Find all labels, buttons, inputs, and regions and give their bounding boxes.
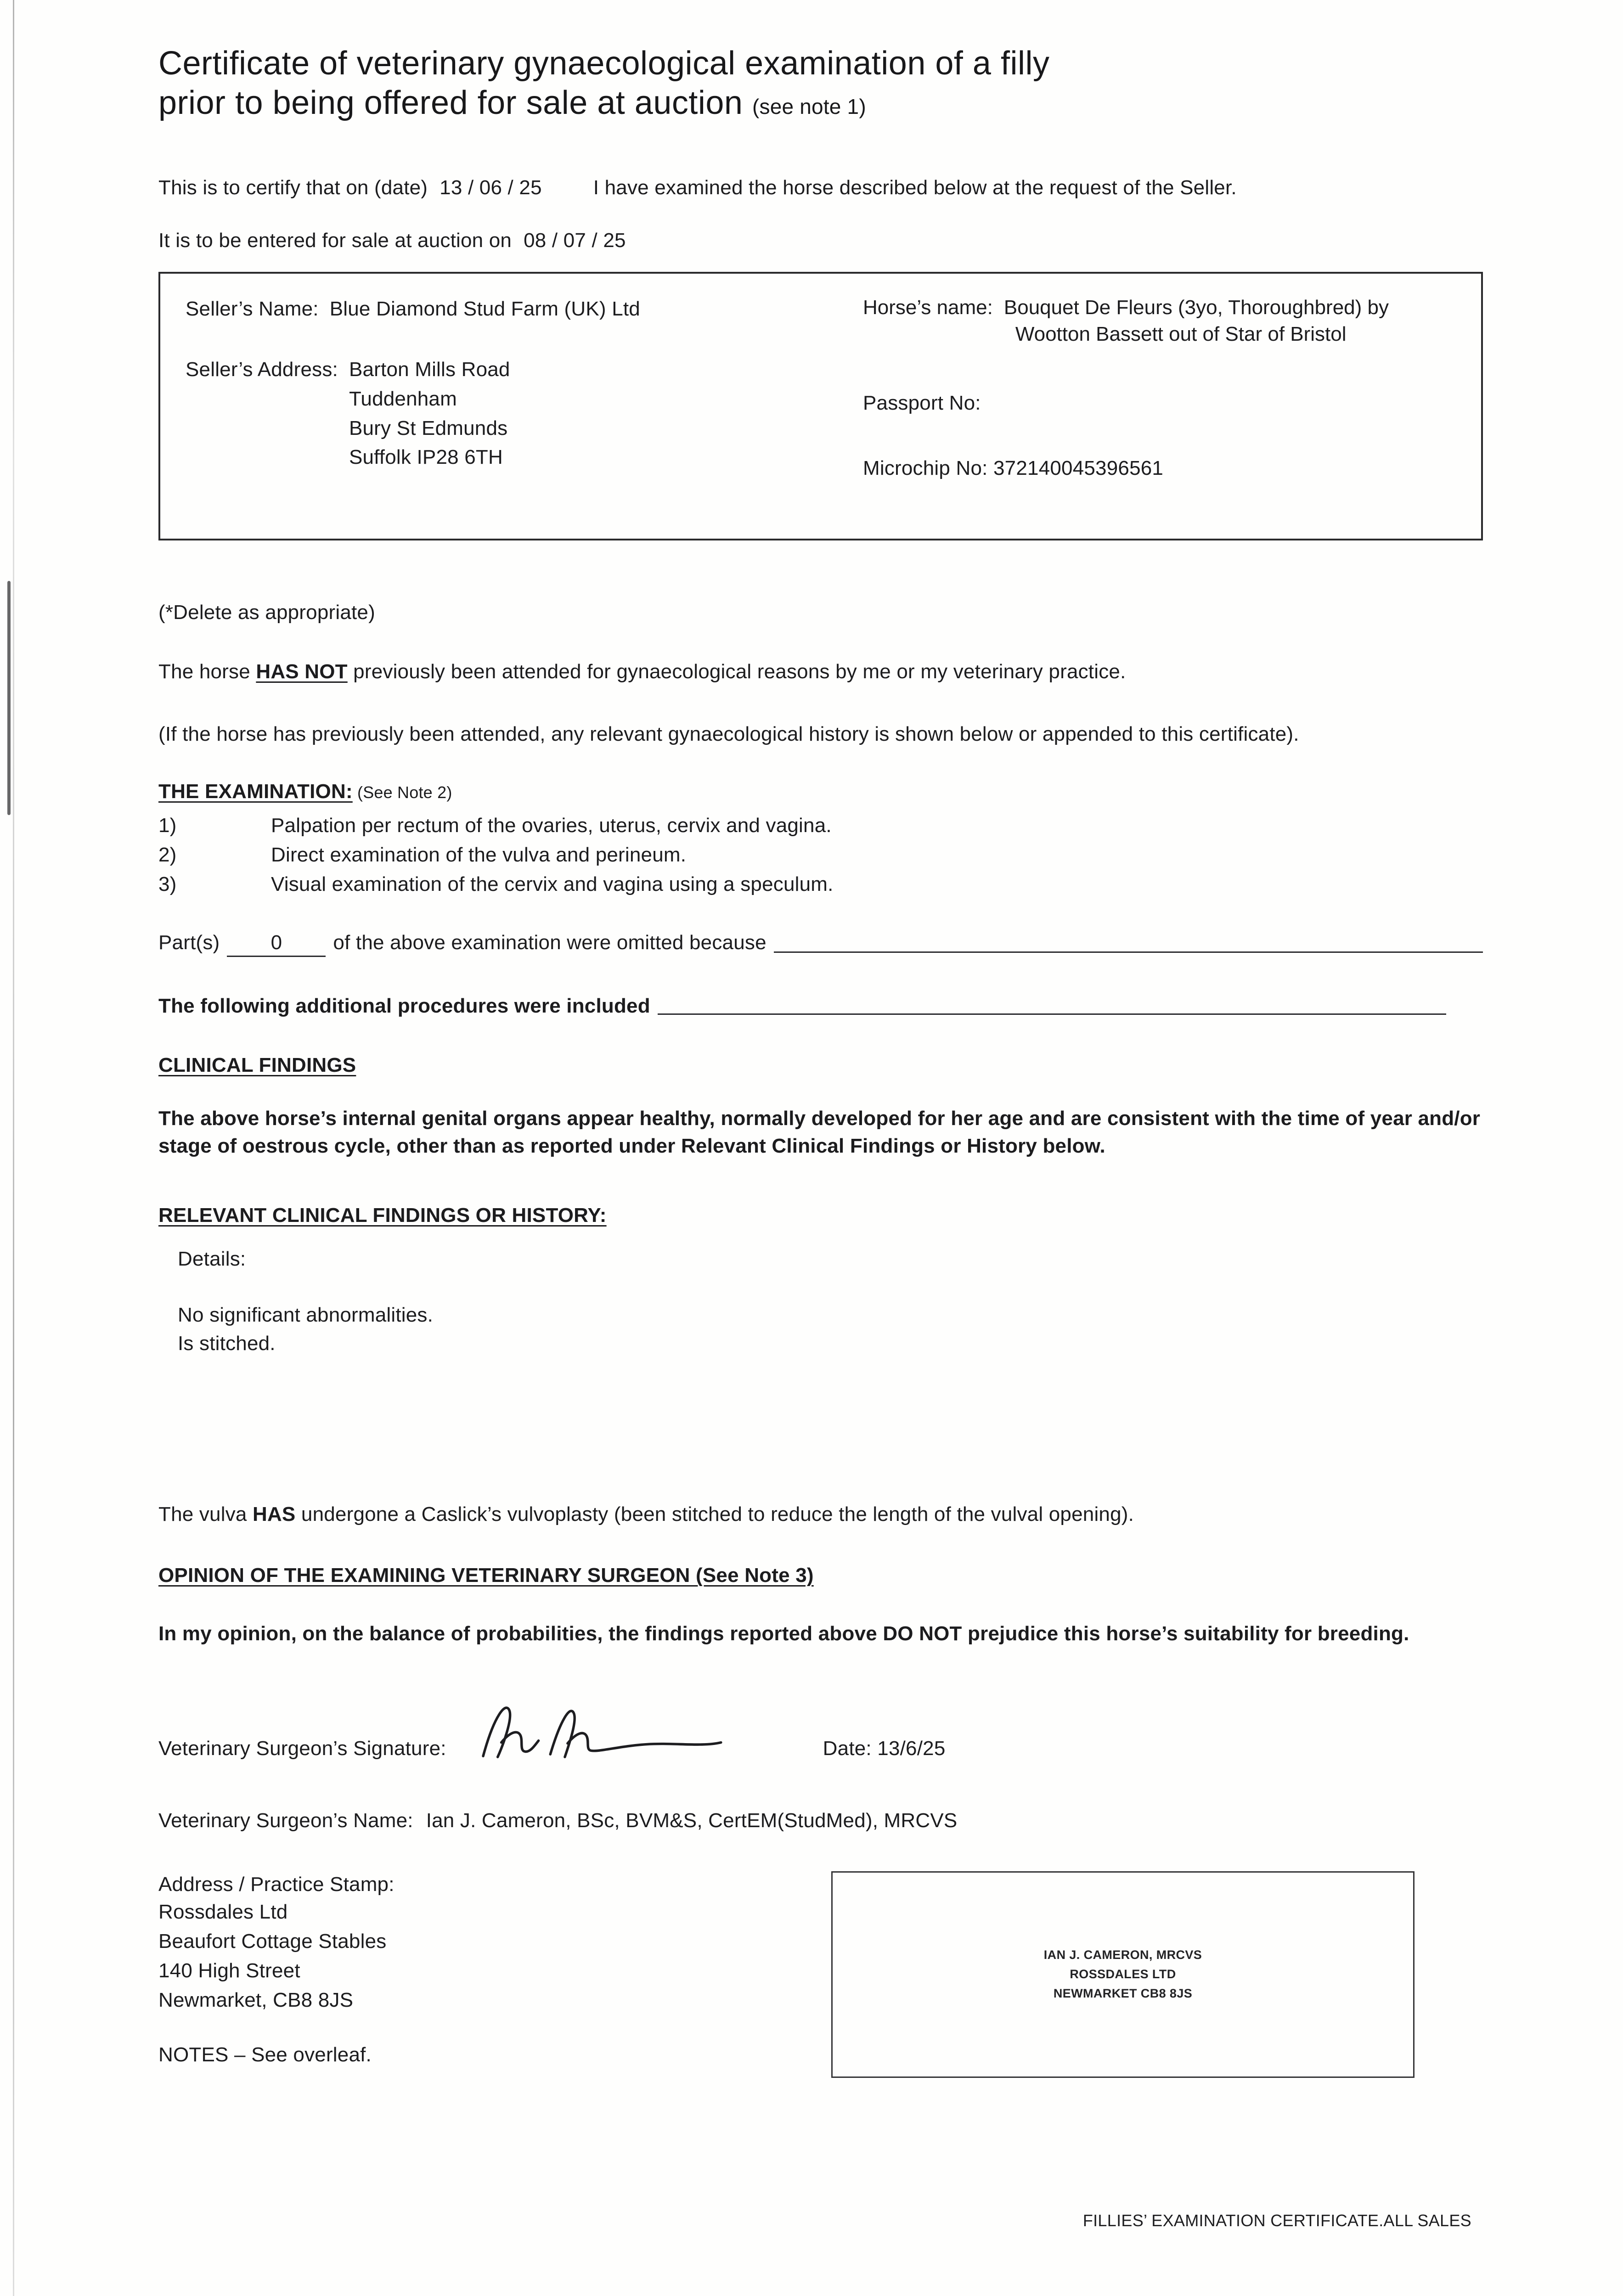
signature-label: Veterinary Surgeon’s Signature:: [158, 1737, 446, 1760]
address-stamp-row: [158, 1871, 1483, 2078]
surgeon-name-value: Ian J. Cameron, BSc, BVM&S, CertEM(StudMed), MRCVS: [426, 1809, 958, 1832]
omitted-reason-blank: [774, 951, 1483, 953]
attended-suffix: previously been attended for gynaecological reasons by me or my veterinary practice.: [347, 660, 1126, 683]
caslick-suffix: undergone a Caslick’s vulvoplasty (been stitched to reduce the length of the vulval opening).: [295, 1503, 1134, 1525]
seller-name-label: Seller’s Name:: [186, 298, 319, 321]
horse-details-column: [863, 294, 1456, 518]
opinion-statement: In my opinion, on the balance of probabilities, the findings reported above DO NOT prejudice this horse’s suitability for breeding.: [158, 1622, 1409, 1645]
omitted-prefix: Part(s): [158, 931, 220, 954]
practice-address-block: [158, 1871, 831, 2078]
practice-address-lines: [158, 1897, 831, 2015]
clinical-findings-heading-text: CLINICAL FINDINGS: [158, 1054, 356, 1077]
examination-heading-note: (See Note 2): [352, 782, 452, 802]
examination-item: [158, 870, 1483, 899]
details-label: Details:: [178, 1248, 246, 1271]
attended-prefix: The horse: [158, 660, 256, 683]
examination-item: [158, 840, 1483, 870]
seller-address-line: Tuddenham: [349, 387, 457, 410]
auction-date-value: 08 / 07 / 25: [524, 229, 626, 252]
surgeon-name-line: [158, 1807, 1483, 1834]
seller-address-row: [186, 355, 863, 472]
certify-suffix: I have examined the horse described below at the request of the Seller.: [593, 176, 1237, 199]
horse-name-label: Horse’s name:: [863, 296, 993, 319]
microchip-row: [863, 455, 1456, 481]
additional-procedures-line: [158, 993, 1483, 1019]
stamp-line: IAN J. CAMERON, MRCVS: [1043, 1948, 1202, 1962]
auction-prefix: It is to be entered for sale at auction on: [158, 229, 512, 252]
caslick-statement: [158, 1501, 1483, 1527]
examination-item-text: Visual examination of the cervix and vagina using a speculum.: [271, 872, 834, 895]
seller-address-line: Bury St Edmunds: [349, 416, 508, 439]
examination-item-text: Direct examination of the vulva and perineum.: [271, 843, 687, 866]
practice-address-label: Address / Practice Stamp:: [158, 1873, 394, 1896]
details-findings: [178, 1301, 1483, 1358]
omitted-parts-value: 0: [270, 931, 282, 954]
horse-name-line1: Bouquet De Fleurs (3yo, Thoroughbred) by: [1003, 296, 1389, 319]
microchip-value: 372140045396561: [993, 456, 1164, 479]
seller-address-line: Suffolk IP28 6TH: [349, 446, 503, 469]
examination-list: [158, 811, 1483, 899]
microchip-label: Microchip No:: [863, 456, 988, 479]
certify-prefix: This is to certify that on (date): [158, 176, 428, 199]
examination-item-text: Palpation per rectum of the ovaries, uterus, cervix and vagina.: [271, 814, 832, 837]
auction-line: [158, 227, 1483, 253]
title-line2: prior to being offered for sale at auction: [158, 84, 743, 122]
signature-row: [158, 1693, 1483, 1761]
date-value: 13/6/25: [877, 1737, 946, 1760]
practice-stamp-box: [831, 1871, 1414, 2078]
seller-horse-details-box: [158, 272, 1483, 540]
surgeon-name-label: Veterinary Surgeon’s Name:: [158, 1809, 413, 1832]
horse-name-line2: Wootton Bassett out of Star of Bristol: [1015, 323, 1347, 346]
title-line1: Certificate of veterinary gynaecological examination of a filly: [158, 45, 1050, 82]
has-not-emphasis: HAS NOT: [256, 660, 348, 683]
certify-line: [158, 174, 1483, 201]
notes-overleaf: NOTES – See overleaf.: [158, 2043, 372, 2066]
document-footer-label: FILLIES’ EXAMINATION CERTIFICATE.ALL SALES: [1082, 2211, 1471, 2230]
examination-item-number: 1): [158, 814, 177, 837]
relevant-findings-heading: [158, 1202, 1483, 1228]
omitted-parts-line: [158, 929, 1483, 957]
passport-row: [863, 390, 1456, 416]
exam-date-value: 13 / 06 / 25: [440, 176, 542, 199]
examination-item-number: 3): [158, 872, 177, 895]
additional-procedures-label: The following additional procedures were included: [158, 995, 650, 1018]
seller-name-row: [186, 294, 863, 324]
date-label: Date:: [823, 1737, 872, 1760]
horse-name-row: [863, 294, 1456, 348]
previous-attendance-statement: [158, 658, 1483, 685]
opinion-heading-text: OPINION OF THE EXAMINING VETERINARY SURGEON (See Note 3): [158, 1564, 814, 1587]
passport-label: Passport No:: [863, 392, 981, 415]
seller-details-column: [186, 294, 863, 518]
examination-item-number: 2): [158, 843, 177, 866]
delete-as-appropriate-note: (*Delete as appropriate): [158, 601, 375, 624]
relevant-findings-heading-text: RELEVANT CLINICAL FINDINGS OR HISTORY:: [158, 1204, 607, 1227]
practice-address-line: Beaufort Cottage Stables: [158, 1930, 387, 1953]
examination-item: [158, 811, 1483, 840]
stamp-line: NEWMARKET CB8 8JS: [1053, 1986, 1193, 2001]
signature-date: [823, 1735, 946, 1761]
practice-address-line: Rossdales Ltd: [158, 1901, 288, 1924]
examination-heading-text: THE EXAMINATION:: [158, 780, 353, 803]
title-note: (see note 1): [752, 95, 866, 119]
caslick-prefix: The vulva: [158, 1503, 253, 1525]
seller-address-line: Barton Mills Road: [349, 358, 510, 381]
clinical-findings-statement: The above horse’s internal genital organs appear healthy, normally developed for her age and are consistent with the time of year and/or stage of oestrous cycle, other than as reported under Relevant Clinical Findings or History below.: [158, 1107, 1481, 1158]
omitted-mid-text: of the above examination were omitted because: [333, 931, 766, 954]
examination-heading: [158, 778, 1483, 805]
previous-history-note: (If the horse has previously been attended, any relevant gynaecological history is shown below or appended to this certificate).: [158, 722, 1299, 745]
clinical-findings-heading: [158, 1052, 1483, 1078]
details-finding-line: Is stitched.: [178, 1332, 276, 1355]
seller-address-label: Seller’s Address:: [186, 358, 338, 381]
practice-address-line: 140 High Street: [158, 1959, 300, 1982]
additional-procedures-blank: [658, 1013, 1446, 1015]
details-finding-line: No significant abnormalities.: [178, 1303, 434, 1326]
horse-name-value: [1004, 294, 1389, 348]
seller-address-lines: [349, 355, 510, 472]
seller-name-value: Blue Diamond Stud Farm (UK) Ltd: [329, 298, 640, 321]
practice-stamp-text: [1044, 1946, 1202, 2003]
caslick-has-emphasis: HAS: [252, 1503, 296, 1525]
practice-address-line: Newmarket, CB8 8JS: [158, 1989, 354, 2012]
signature: [472, 1688, 729, 1765]
opinion-heading: [158, 1562, 1483, 1588]
page-title: [158, 44, 1483, 123]
stamp-line: ROSSDALES LTD: [1070, 1967, 1176, 1981]
omitted-parts-blank: [227, 929, 326, 957]
